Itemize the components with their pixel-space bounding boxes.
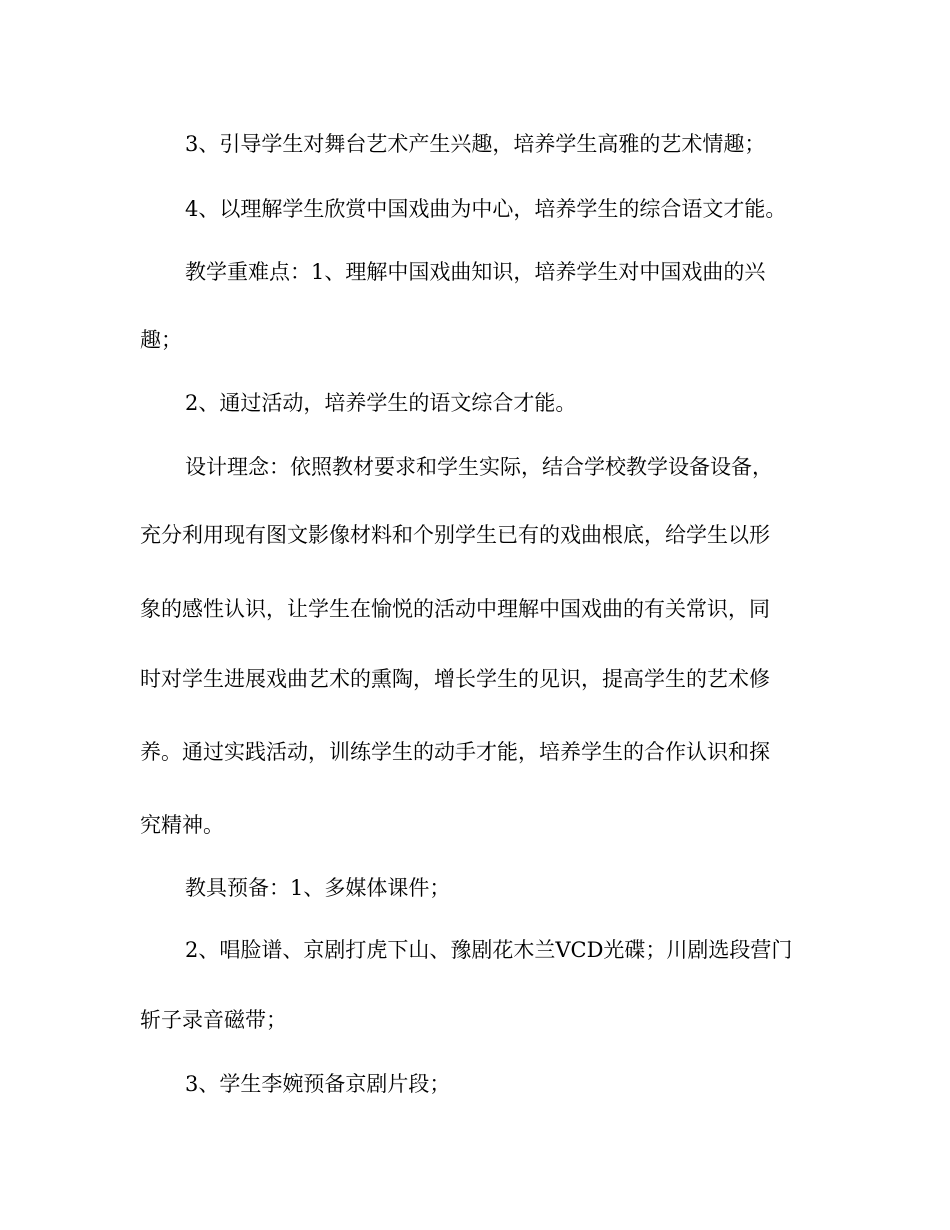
paragraph-line: 教学重难点：1、理解中国戏曲知识，培养学生对中国戏曲的兴: [185, 260, 766, 284]
paragraph-line: 设计理念：依照教材要求和学生实际，结合学校教学设备设备，: [185, 455, 773, 479]
paragraph-line: 究精神。: [140, 813, 224, 837]
paragraph-line: 3、引导学生对舞台艺术产生兴趣，培养学生高雅的艺术情趣；: [185, 132, 766, 156]
paragraph-line: 教具预备：1、多媒体课件；: [185, 876, 451, 900]
paragraph-line: 2、通过活动，培养学生的语文综合才能。: [185, 391, 577, 415]
paragraph-line: 时对学生进展戏曲艺术的熏陶，增长学生的见识，提高学生的艺术修: [140, 667, 770, 691]
paragraph-line: 斩子录音磁带；: [140, 1008, 287, 1032]
paragraph-line: 3、学生李婉预备京剧片段；: [185, 1072, 451, 1096]
paragraph-line: 趣；: [140, 328, 182, 352]
paragraph-line: 养。通过实践活动，训练学生的动手才能，培养学生的合作认识和探: [140, 740, 770, 764]
paragraph-line: 象的感性认识，让学生在愉悦的活动中理解中国戏曲的有关常识，同: [140, 597, 770, 621]
paragraph-line: 充分利用现有图文影像材料和个别学生已有的戏曲根底，给学生以形: [140, 523, 770, 547]
paragraph-line: 2、唱脸谱、京剧打虎下山、豫剧花木兰VCD光碟；川剧选段营门: [185, 938, 793, 962]
paragraph-line: 4、以理解学生欣赏中国戏曲为中心，培养学生的综合语文才能。: [185, 197, 787, 221]
